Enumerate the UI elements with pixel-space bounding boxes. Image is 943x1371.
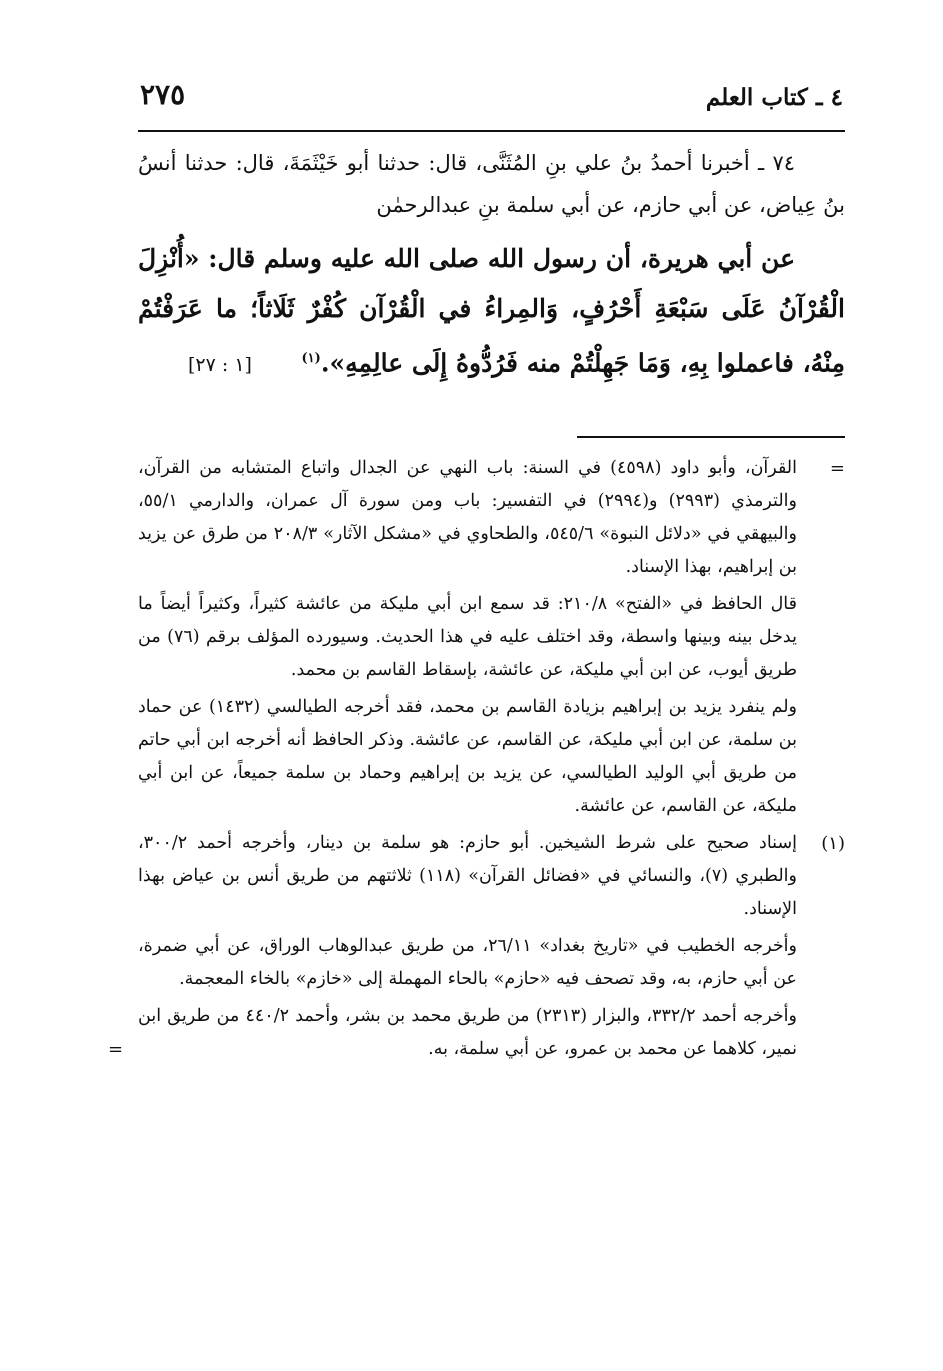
note-paragraph: القرآن، وأبو داود (٤٥٩٨) في السنة: باب النهي عن الجدال واتباع المتشابه من القرآن، والترمذي (٢٩٩٣) و(٢٩٩٤) في التفسير: باب ومن سورة آل عمران، والدارمي ٥٥/١، والبيهقي في «دلائل النبوة» ٥٤٥/٦، والطحاوي في «مشكل الآثار» ٢٠٨/٣ من طرق عن يزيد بن إبراهيم، بهذا الإسناد.: [138, 458, 797, 577]
note-paragraph: قال الحافظ في «الفتح» ٢١٠/٨: قد سمع ابن أبي مليكة من عائشة كثيراً، وكثيراً أيضاً ما يدخل بينه وبينها واسطة، وقد اختلف عليه في هذا الحديث. وسيورده المؤلف برقم (٧٦) من طريق أيوب، عن ابن أبي مليكة، عن عائشة، بإسقاط القاسم بن محمد.: [138, 594, 797, 680]
page-header: [140, 78, 843, 128]
page-number: ٢٧٥: [140, 78, 186, 111]
footnote-divider: [577, 436, 845, 438]
note-paragraph: وأخرجه الخطيب في «تاريخ بغداد» ٢٦/١١، من طريق عبدالوهاب الوراق، عن أبي ضمرة، عن أبي حازم، به، وقد تصحف فيه «حازم» بالحاء المهملة إلى «خازم» بالخاء المعجمة.: [138, 936, 798, 989]
hadith-section: [138, 142, 845, 390]
continues-marker: =: [108, 1039, 124, 1060]
hadith-text: [138, 234, 845, 388]
source-reference: [١ : ٢٧]: [188, 354, 252, 376]
note-paragraph: وأخرجه أحمد ٣٣٢/٢، والبزار (٢٣١٣) من طريق محمد بن بشر، وأحمد ٤٤٠/٢ من طريق ابن نمير، كلاهما عن محمد بن عمرو، عن أبي سلمة، به.: [138, 1006, 797, 1059]
footnote-1: [108, 827, 845, 1066]
chapter-title: ٤ ـ كتاب العلم: [705, 84, 843, 111]
footnotes-section: [108, 452, 845, 1070]
continued-note: [138, 452, 845, 823]
header-divider: [138, 130, 845, 132]
footnote-marker: (١): [821, 833, 845, 854]
hadith-chain: ٧٤ ـ أخبرنا أحمدُ بنُ علي بنِ المُثَنَّى، قال: حدثنا أبو خَيْثَمَةَ، قال: حدثنا أنسُ بنُ عِياض، عن أبي حازم، عن أبي سلمة بنِ عبدالرحمٰن: [138, 151, 845, 217]
note-paragraph: ولم ينفرد يزيد بن إبراهيم بزيادة القاسم بن محمد، فقد أخرجه الطيالسي (١٤٣٢) عن حماد بن سلمة، عن ابن أبي مليكة، عن القاسم، عن عائشة. وذكر الحافظ أنه أخرجه ابن أبي حاتم من طريق أبي الوليد الطيالسي، عن يزيد بن إبراهيم وحماد بن سلمة جميعاً، عن ابن أبي مليكة، عن القاسم، عن عائشة.: [138, 697, 797, 816]
note-paragraph: إسناد صحيح على شرط الشيخين. أبو حازم: هو سلمة بن دينار، وأخرجه أحمد ٣٠٠/٢، والطبري (٧)، والنسائي في «فضائل القرآن» (١١٨) ثلاثتهم من طريق أنس بن عياض بهذا الإسناد.: [138, 833, 797, 919]
hadith-matn: عن أبي هريرة، أن رسول الله صلى الله عليه وسلم قال: «أُنْزِلَ الْقُرْآنُ عَلَى سَبْعَةِ أَحْرُفٍ، وَالمِراءُ في الْقُرْآن كُفْرٌ ثَلَاثاً؛ ما عَرَفْتُمْ مِنْهُ، فاعملوا بِهِ، وَمَا جَهِلْتُمْ منه فَرُدُّوهُ إِلَى عالِمِهِ».: [138, 244, 845, 378]
continuation-marker: =: [829, 458, 845, 479]
footnote-reference: (١): [301, 351, 321, 366]
